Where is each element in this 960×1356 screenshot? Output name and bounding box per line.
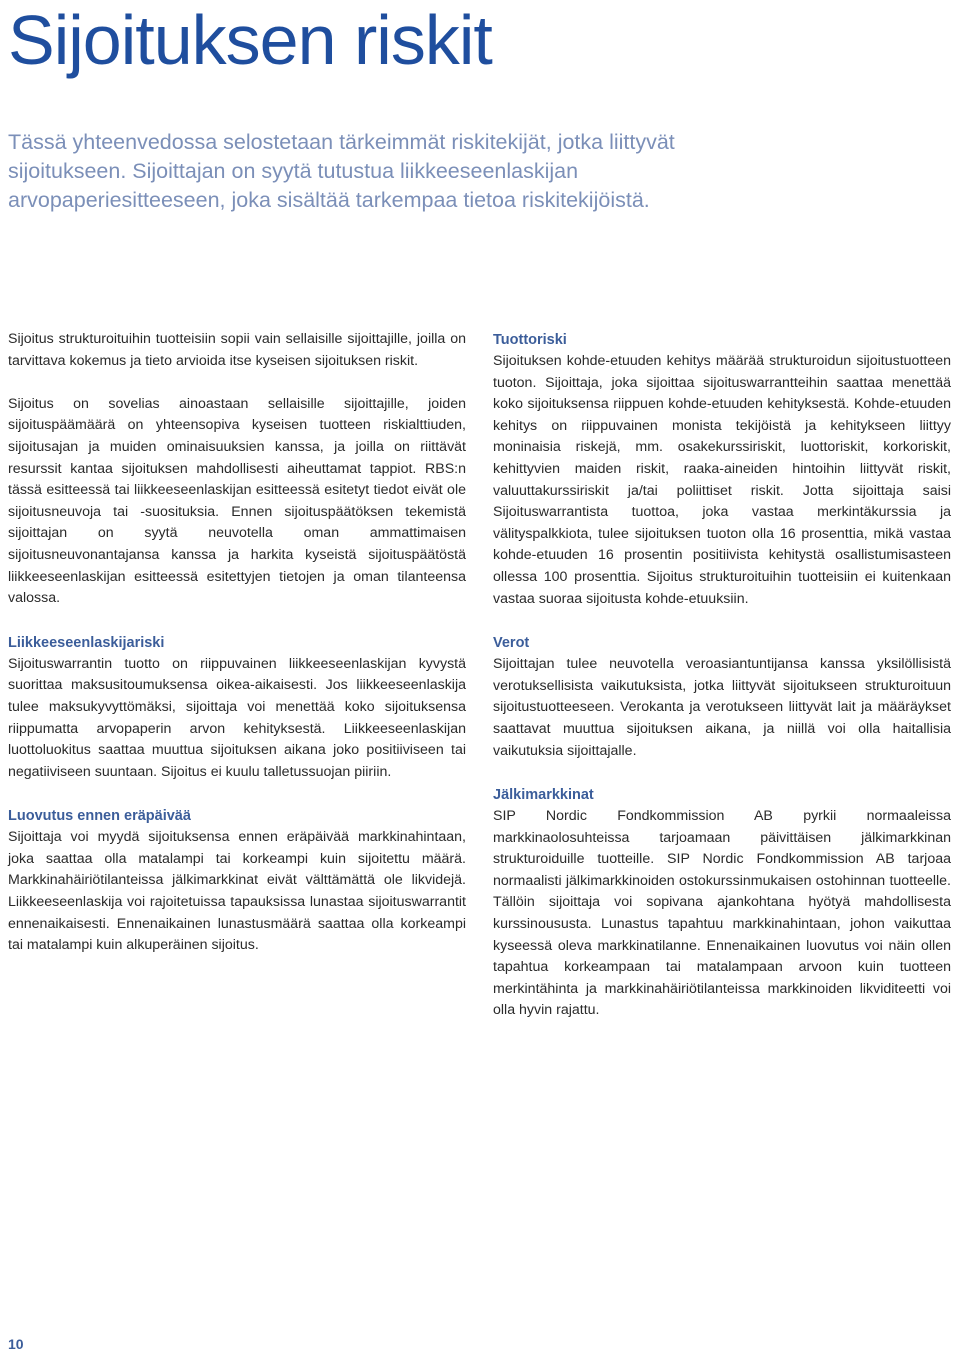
heading-issuer-risk: Liikkeeseenlaskijariski	[8, 634, 165, 651]
page-number: 10	[8, 1336, 24, 1352]
intro-text: Tässä yhteenvedossa selostetaan tärkeimmät riskitekijät, jotka liittyvät sijoitukseen. Sijoittajan on syytä tutustua liikkeeseenlaskijan arvopaperiesitteeseen, joka sisältää tarkempaa tietoa riskitekijöistä.	[8, 130, 675, 212]
heading-early-sale: Luovutus ennen eräpäivää	[8, 808, 191, 825]
text-secondary-market: SIP Nordic Fondkommission AB pyrkii normaaleissa markkinaolosuhteissa tarjoamaan päivittäisen jälkimarkkinan strukturoiduille tuotteille. SIP Nordic Fondkommission AB tarjoaa normaalisti jälkimarkkinoiden ostokurssinmukaisen ostohinnan tuotteelle. Tällöin sijoittaja voi sopivana ajankohtana hyötyä mahdollisesta kurssinoususta. Lunastus tapahtuu markkinahintaan, johon vaikuttaa kyseessä oleva markkinatilanne. Ennenaikainen luovutus voi näin ollen tapahtua korkeampaan tai matalampaan arvoon kuin tuotteen merkintähinta ja markkinahäiriötilanteissa markkinoiden likviditeetti voi olla hyvin rajattu.	[493, 808, 951, 1019]
text-return-risk: Sijoituksen kohde-etuuden kehitys määrää strukturoidun sijoitustuotteen tuoton. Sijoittaja, joka sijoittaa sijoituswarrantteihin saattaa menettää koko sijoituksensa riippuen kohde-etuuden kehityksestä. Kohde-etuuden kehitys on riippuvainen monista tekijöistä ja kehitykseen liittyy moninaisia riskejä, mm. osakekurssiriskit, luottoriskit, korkoriskit, kehittyvien maiden riskit, raaka-aineiden hintoihin liittyvät riskit, valuuttakurssiriskit ja/tai poliittiset riskit. Jotta sijoittaja saisi Sijoituswarrantista tuottoa, joka vastaa merkintäkurssia ja välityspalkkiota, tulee sijoituksen tuoton olla 16 prosenttia, mikä vastaa kohde-etuuden 16 prosentin positiivista kehitystä osallistumisasteen ollessa 100 prosenttia. Sijoitus strukturoituihin tuotteisiin ei kuitenkaan vastaa suoraa sijoitusta kohde-etuuksiin.	[493, 353, 951, 607]
page-title: Sijoituksen riskit	[8, 1, 492, 79]
heading-taxes: Verot	[493, 635, 530, 652]
paragraph-investor-fit: Sijoitus on sovelias ainoastaan sellaisille sijoittajille, joiden sijoituspäämäärä on yhteensopiva kyseisen tuotteen riskialttiuden, sijoitusajan ja muiden ominaisuuksien kanssa, ja joilla on riittävät resurssit kantaa sijoituksen mahdollisesti aiheuttamat tappiot. RBS:n tässä esitteessä tai liikkeeseenlaskijan esitteessä esitetyt tiedot eivät ole sijoitusneuvoja tai -suosituksia. Ennen sijoituspäätöksen tekemistä sijoittajan on syytä neuvotella oman ammattimaisen sijoitusneuvonantajansa kanssa ja harkita kyseistä sijoituspäätöstä liikkeeseenlaskijan esitteessä esitettyjen tietojen ja oman tilanteensa valossa.	[8, 395, 466, 607]
text-early-sale: Sijoittaja voi myydä sijoituksensa ennen eräpäivää markkinahintaan, joka saattaa olla matalampi tai korkeampi kuin sijoitettu määrä. Markkinahäiriötilanteissa jälkimarkkinat eivät välttämättä ole likvidejä. Liikkeeseenlaskija voi rajoitetuissa tapauksissa lunastaa sijoituswarrantit ennenaikaisesti. Ennenaikainen lunastusmäärä saattaa olla korkeampi tai matalampi kuin alkuperäinen sijoitus.	[8, 829, 466, 954]
right-column	[493, 329, 951, 1022]
left-column	[8, 329, 466, 957]
text-issuer-risk: Sijoituswarrantin tuotto on riippuvainen liikkeeseenlaskijan kyvystä suorittaa maksusitoumuksensa oikea-aikaisesti. Jos liikkeeseenlaskija tulee maksukyvyttömäksi, sijoittaja voi menettää koko sijoituksensa riippumatta arvopaperin arvon kehityksestä. Liikkeeseenlaskijan luottoluokitus saattaa muuttua sijoituksen aikana joko positiiviseen tai negatiiviseen suuntaan. Sijoitus ei kuulu talletussuojan piiriin.	[8, 655, 466, 780]
text-taxes: Sijoittajan tulee neuvotella veroasiantuntijansa kanssa yksilöllisistä verotuksellisista vaikutuksista, jotka liittyvät sijoitukseen strukturoituun sijoitustuotteeseen. Verokanta ja verotukseen liittyvät lait ja määräykset saattavat muuttua sijoituksen aikana, ja niillä voi olla haitallisia vaikutuksia sijoittajalle.	[493, 656, 951, 759]
heading-return-risk: Tuottoriski	[493, 332, 567, 348]
heading-secondary-market: Jälkimarkkinat	[493, 787, 594, 804]
paragraph-suitability: Sijoitus strukturoituihin tuotteisiin sopii vain sellaisille sijoittajille, joilla on tarvittava kokemus ja tieto arvioida itse kyseisen sijoituksen riskit.	[8, 331, 466, 369]
